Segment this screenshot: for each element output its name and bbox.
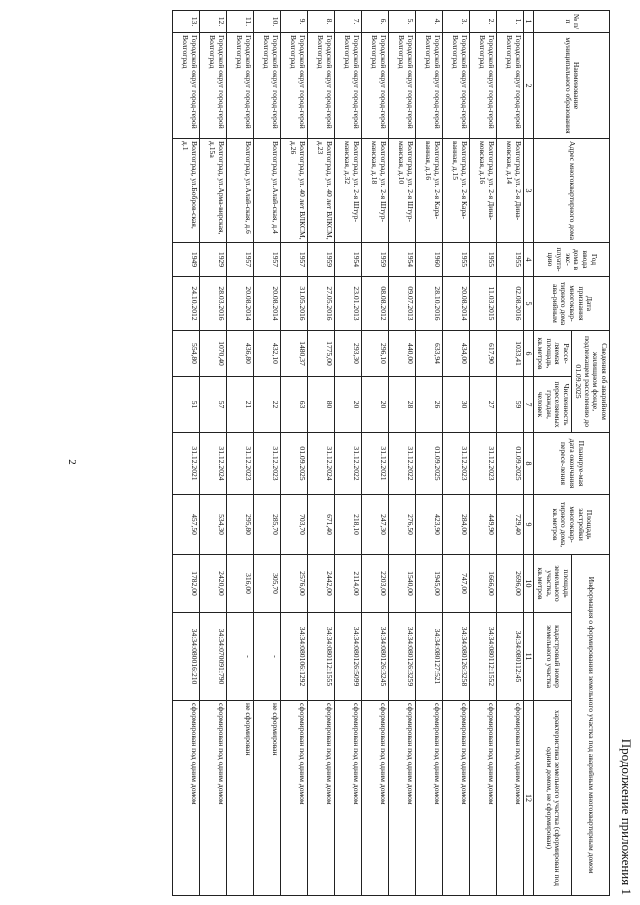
resettled-area-cell: 1070,40 bbox=[200, 331, 227, 377]
municipality-cell: Городской округ город-герой Волгоград bbox=[443, 33, 470, 139]
resettled-area-cell: 633,94 bbox=[416, 331, 443, 377]
header-land-status: характеристика земельного участка (сформирован под одним домом, не сформирован) bbox=[534, 701, 572, 896]
header-cadastral-number: кадастровый номер земельного участка bbox=[534, 613, 572, 701]
land-area-cell: 2696,00 bbox=[497, 555, 524, 613]
emergency-date-cell: 31.05.2016 bbox=[281, 277, 308, 331]
header-year: Год ввода дома в экс-плуата-цию bbox=[534, 243, 610, 277]
emergency-date-cell: 27.05.2016 bbox=[308, 277, 335, 331]
building-area-cell: 295,80 bbox=[227, 495, 254, 555]
planned-date-cell: 01.09.2025 bbox=[281, 433, 308, 495]
land-status-cell: не сформирован bbox=[227, 701, 254, 896]
table-row bbox=[389, 11, 416, 896]
building-area-cell: 276,50 bbox=[389, 495, 416, 555]
emergency-date-cell: 20.08.2014 bbox=[443, 277, 470, 331]
land-status-cell: сформирован под одним домом bbox=[416, 701, 443, 896]
table-row bbox=[254, 11, 281, 896]
year-cell: 1949 bbox=[173, 243, 200, 277]
emergency-date-cell: 28.03.2016 bbox=[200, 277, 227, 331]
year-cell: 1929 bbox=[200, 243, 227, 277]
header-municipality: Наименование муниципального образования bbox=[534, 33, 610, 139]
year-cell: 1957 bbox=[254, 243, 281, 277]
planned-date-cell: 01.09.2025 bbox=[416, 433, 443, 495]
address-cell: Волгоград, ул.Бобров-ская, д.1 bbox=[173, 139, 200, 243]
planned-date-cell: 31.12.2023 bbox=[443, 433, 470, 495]
row-number: 8. bbox=[308, 11, 335, 33]
land-status-cell: не сформирован bbox=[254, 701, 281, 896]
table-row bbox=[200, 11, 227, 896]
resettled-area-cell: 293,30 bbox=[335, 331, 362, 377]
column-number: 12 bbox=[524, 701, 534, 896]
address-cell: Волгоград, ул. 2-я Штур-манская, д.10 bbox=[389, 139, 416, 243]
cadastral-number-cell: 34:34:080106:1292 bbox=[281, 613, 308, 701]
table-row bbox=[497, 11, 524, 896]
land-status-cell: сформирован под одним домом bbox=[389, 701, 416, 896]
people-count-cell: 26 bbox=[416, 377, 443, 433]
building-area-cell: 534,30 bbox=[200, 495, 227, 555]
resettled-area-cell: 1775,00 bbox=[308, 331, 335, 377]
planned-date-cell: 31.12.2021 bbox=[173, 433, 200, 495]
resettled-area-cell: 554,80 bbox=[173, 331, 200, 377]
header-people-count: Численность переселяемых граждан, человек bbox=[534, 377, 572, 433]
table-row bbox=[416, 11, 443, 896]
people-count-cell: 20 bbox=[362, 377, 389, 433]
cadastral-number-cell: 34:34:080112:1552 bbox=[470, 613, 497, 701]
address-cell: Волгоград, ул.Арма-вирская, д.15а bbox=[200, 139, 227, 243]
resettled-area-cell: 1033,41 bbox=[497, 331, 524, 377]
row-number: 3. bbox=[443, 11, 470, 33]
people-count-cell: 80 bbox=[308, 377, 335, 433]
land-area-cell: 2442,00 bbox=[308, 555, 335, 613]
cadastral-number-cell: 34:34:080126:3258 bbox=[443, 613, 470, 701]
people-count-cell: 22 bbox=[254, 377, 281, 433]
column-number: 4 bbox=[524, 243, 534, 277]
resettled-area-cell: 434,00 bbox=[443, 331, 470, 377]
row-number: 12. bbox=[200, 11, 227, 33]
table-row bbox=[308, 11, 335, 896]
building-area-cell: 285,70 bbox=[254, 495, 281, 555]
header-land-area: площадь земельного участка, кв.метров bbox=[534, 555, 572, 613]
address-cell: Волгоград, ул. 2-я Дина-мовская, д.16 bbox=[470, 139, 497, 243]
land-area-cell: 2114,00 bbox=[335, 555, 362, 613]
header-address: Адрес многоквартирного дома bbox=[534, 139, 610, 243]
resettled-area-cell: 440,00 bbox=[389, 331, 416, 377]
address-cell: Волгоград, ул.Алай-ская, д.4 bbox=[254, 139, 281, 243]
emergency-date-cell: 09.07.2013 bbox=[389, 277, 416, 331]
resettled-area-cell: 1480,37 bbox=[281, 331, 308, 377]
table-row bbox=[470, 11, 497, 896]
column-number: 1 bbox=[524, 11, 534, 33]
land-area-cell: 2203,00 bbox=[362, 555, 389, 613]
land-status-cell: сформирован под одним домом bbox=[308, 701, 335, 896]
building-area-cell: 449,90 bbox=[470, 495, 497, 555]
land-area-cell: 2420,00 bbox=[200, 555, 227, 613]
land-area-cell: 305,70 bbox=[254, 555, 281, 613]
cadastral-number-cell: 34:34:080126:5099 bbox=[335, 613, 362, 701]
municipality-cell: Городской округ город-герой Волгоград bbox=[470, 33, 497, 139]
land-status-cell: сформирован под одним домом bbox=[470, 701, 497, 896]
cadastral-number-cell: - bbox=[254, 613, 281, 701]
row-number: 11. bbox=[227, 11, 254, 33]
emergency-date-cell: 20.08.2014 bbox=[254, 277, 281, 331]
row-number: 13. bbox=[173, 11, 200, 33]
planned-date-cell: 31.12.2023 bbox=[254, 433, 281, 495]
year-cell: 1960 bbox=[416, 243, 443, 277]
address-cell: Волгоград, ул.Алай-ская, д.6 bbox=[227, 139, 254, 243]
column-number-row bbox=[524, 11, 534, 896]
emergency-housing-table bbox=[172, 10, 610, 896]
header-number: № п/п bbox=[534, 11, 610, 33]
building-area-cell: 703,70 bbox=[281, 495, 308, 555]
row-number: 6. bbox=[362, 11, 389, 33]
land-status-cell: сформирован под одним домом bbox=[200, 701, 227, 896]
year-cell: 1954 bbox=[389, 243, 416, 277]
emergency-date-cell: 20.08.2014 bbox=[227, 277, 254, 331]
building-area-cell: 457,50 bbox=[173, 495, 200, 555]
cadastral-number-cell: 34:34:070091:790 bbox=[200, 613, 227, 701]
resettled-area-cell: 436,80 bbox=[227, 331, 254, 377]
planned-date-cell: 31.12.2022 bbox=[389, 433, 416, 495]
header-group-emergency-fund: Сведения об аварийном жилищном фонде, подлежащем расселению до 01.09.2025 bbox=[572, 331, 610, 433]
address-cell: Волгоград, ул. 2-я Штур-манская, д.32 bbox=[335, 139, 362, 243]
planned-date-cell: 01.09.2025 bbox=[497, 433, 524, 495]
row-number: 10. bbox=[254, 11, 281, 33]
land-area-cell: 316,00 bbox=[227, 555, 254, 613]
municipality-cell: Городской округ город-герой Волгоград bbox=[281, 33, 308, 139]
planned-date-cell: 31.12.2023 bbox=[470, 433, 497, 495]
row-number: 1. bbox=[497, 11, 524, 33]
building-area-cell: 423,90 bbox=[416, 495, 443, 555]
municipality-cell: Городской округ город-герой Волгоград bbox=[227, 33, 254, 139]
address-cell: Волгоград, ул. 2-я Кара-ванная, д.16 bbox=[416, 139, 443, 243]
land-area-cell: 1945,00 bbox=[416, 555, 443, 613]
page-number: 2 bbox=[66, 459, 78, 465]
column-number: 5 bbox=[524, 277, 534, 331]
land-area-cell: 2576,00 bbox=[281, 555, 308, 613]
municipality-cell: Городской округ город-герой Волгоград bbox=[254, 33, 281, 139]
emergency-date-cell: 28.10.2016 bbox=[416, 277, 443, 331]
planned-date-cell: 31.12.2024 bbox=[308, 433, 335, 495]
column-number: 10 bbox=[524, 555, 534, 613]
header-building-area: Площадь застройки многоквар-тирного дома, кв.метров bbox=[534, 495, 610, 555]
cadastral-number-cell: 34:34:080126:3259 bbox=[389, 613, 416, 701]
row-number: 7. bbox=[335, 11, 362, 33]
resettled-area-cell: 432,10 bbox=[254, 331, 281, 377]
people-count-cell: 57 bbox=[200, 377, 227, 433]
planned-date-cell: 31.12.2021 bbox=[362, 433, 389, 495]
table-row bbox=[335, 11, 362, 896]
people-count-cell: 20 bbox=[335, 377, 362, 433]
year-cell: 1957 bbox=[227, 243, 254, 277]
address-cell: Волгоград, ул. 2-я Дина-мовская, д.14 bbox=[497, 139, 524, 243]
building-area-cell: 729,40 bbox=[497, 495, 524, 555]
row-number: 2. bbox=[470, 11, 497, 33]
people-count-cell: 51 bbox=[173, 377, 200, 433]
year-cell: 1959 bbox=[308, 243, 335, 277]
emergency-date-cell: 02.08.2016 bbox=[497, 277, 524, 331]
year-cell: 1959 bbox=[362, 243, 389, 277]
table-row bbox=[443, 11, 470, 896]
header-group-land-plot: Информация о формировании земельного участка под аварийным многоквартирным домом bbox=[572, 555, 610, 896]
address-cell: Волгоград, ул. 2-я Штур-манская, д.18 bbox=[362, 139, 389, 243]
row-number: 4. bbox=[416, 11, 443, 33]
cadastral-number-cell: 34:34:080127:521 bbox=[416, 613, 443, 701]
emergency-date-cell: 11.03.2015 bbox=[470, 277, 497, 331]
people-count-cell: 21 bbox=[227, 377, 254, 433]
municipality-cell: Городской округ город-герой Волгоград bbox=[389, 33, 416, 139]
table-row bbox=[227, 11, 254, 896]
land-status-cell: сформирован под одним домом bbox=[335, 701, 362, 896]
table-row bbox=[362, 11, 389, 896]
address-cell: Волгоград, ул. 40 лет ВЛКСМ, д.23 bbox=[308, 139, 335, 243]
people-count-cell: 59 bbox=[497, 377, 524, 433]
resettled-area-cell: 617,90 bbox=[470, 331, 497, 377]
people-count-cell: 30 bbox=[443, 377, 470, 433]
column-number: 7 bbox=[524, 377, 534, 433]
municipality-cell: Городской округ город-герой Волгоград bbox=[416, 33, 443, 139]
address-cell: Волгоград, ул. 2-я Кара-ванная, д.15 bbox=[443, 139, 470, 243]
header-resettled-area: Рассе-ляемая площадь, кв.метров bbox=[534, 331, 572, 377]
municipality-cell: Городской округ город-герой Волгоград bbox=[308, 33, 335, 139]
building-area-cell: 247,30 bbox=[362, 495, 389, 555]
land-status-cell: сформирован под одним домом bbox=[173, 701, 200, 896]
planned-date-cell: 31.12.2023 bbox=[227, 433, 254, 495]
column-number: 3 bbox=[524, 139, 534, 243]
people-count-cell: 63 bbox=[281, 377, 308, 433]
building-area-cell: 671,40 bbox=[308, 495, 335, 555]
land-area-cell: 747,00 bbox=[443, 555, 470, 613]
people-count-cell: 28 bbox=[389, 377, 416, 433]
emergency-date-cell: 24.10.2012 bbox=[173, 277, 200, 331]
land-status-cell: сформирован под одним домом bbox=[362, 701, 389, 896]
emergency-date-cell: 23.01.2013 bbox=[335, 277, 362, 331]
municipality-cell: Городской округ город-герой Волгоград bbox=[335, 33, 362, 139]
column-number: 9 bbox=[524, 495, 534, 555]
appendix-caption: Продолжение приложения 1 bbox=[619, 738, 634, 895]
municipality-cell: Городской округ город-герой Волгоград bbox=[200, 33, 227, 139]
municipality-cell: Городской округ город-герой Волгоград bbox=[362, 33, 389, 139]
cadastral-number-cell: 34:34:080112:1555 bbox=[308, 613, 335, 701]
land-area-cell: 1782,00 bbox=[173, 555, 200, 613]
year-cell: 1954 bbox=[335, 243, 362, 277]
year-cell: 1955 bbox=[443, 243, 470, 277]
building-area-cell: 218,10 bbox=[335, 495, 362, 555]
column-number: 6 bbox=[524, 331, 534, 377]
cadastral-number-cell: 34:34:080016:210 bbox=[173, 613, 200, 701]
planned-date-cell: 31.12.2024 bbox=[200, 433, 227, 495]
cadastral-number-cell: - bbox=[227, 613, 254, 701]
municipality-cell: Городской округ город-герой Волгоград bbox=[497, 33, 524, 139]
land-status-cell: сформирован под одним домом bbox=[497, 701, 524, 896]
header-emergency-date: Дата признания многоквар-тирного дома ава-рийным bbox=[534, 277, 610, 331]
cadastral-number-cell: 34:34:080126:3245 bbox=[362, 613, 389, 701]
planned-date-cell: 31.12.2022 bbox=[335, 433, 362, 495]
year-cell: 1955 bbox=[470, 243, 497, 277]
table-row bbox=[281, 11, 308, 896]
column-number: 8 bbox=[524, 433, 534, 495]
cadastral-number-cell: 34:34:080112:45 bbox=[497, 613, 524, 701]
resettled-area-cell: 296,10 bbox=[362, 331, 389, 377]
year-cell: 1955 bbox=[497, 243, 524, 277]
building-area-cell: 284,00 bbox=[443, 495, 470, 555]
address-cell: Волгоград, ул. 40 лет ВЛКСМ, д.26 bbox=[281, 139, 308, 243]
land-area-cell: 1666,00 bbox=[470, 555, 497, 613]
municipality-cell: Городской округ город-герой Волгоград bbox=[173, 33, 200, 139]
row-number: 9. bbox=[281, 11, 308, 33]
land-area-cell: 1540,00 bbox=[389, 555, 416, 613]
table-row bbox=[173, 11, 200, 896]
column-number: 11 bbox=[524, 613, 534, 701]
people-count-cell: 27 bbox=[470, 377, 497, 433]
land-status-cell: сформирован под одним домом bbox=[281, 701, 308, 896]
land-status-cell: сформирован под одним домом bbox=[443, 701, 470, 896]
emergency-date-cell: 08.08.2012 bbox=[362, 277, 389, 331]
header-planned-date: Планируе-мая дата окончания пересе-ления bbox=[534, 433, 610, 495]
row-number: 5. bbox=[389, 11, 416, 33]
year-cell: 1957 bbox=[281, 243, 308, 277]
column-number: 2 bbox=[524, 33, 534, 139]
